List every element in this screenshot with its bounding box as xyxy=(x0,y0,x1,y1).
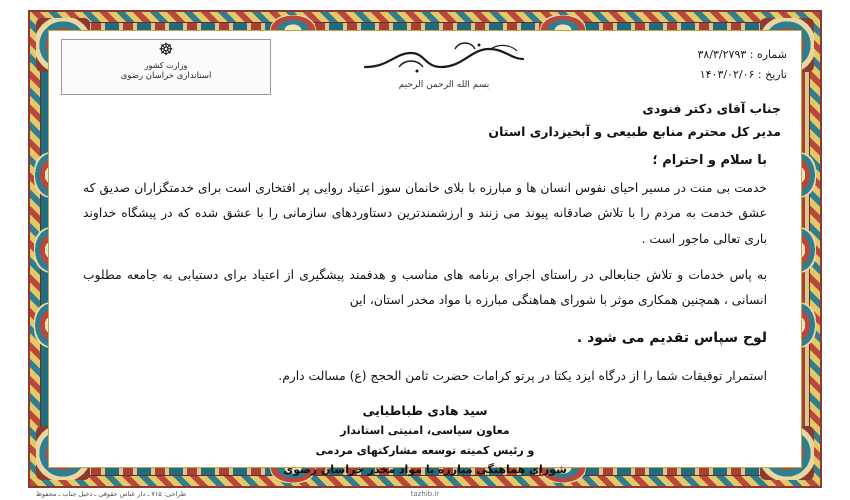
footer-website-url[interactable]: tazhib.ir xyxy=(410,490,440,498)
reference-number-value: ۳۸/۳/۲۷۹۳ xyxy=(697,48,747,61)
document-date-row xyxy=(698,65,788,85)
signatory-name: سید هادی طباطبایی xyxy=(362,403,488,419)
basmala-icon xyxy=(359,37,529,77)
body-paragraph-1: خدمت بی منت در مسیر احیای نفوس انسان ها و مبارزه با بلای خانمان سوز اعتیاد روایی پر افتخاری است برای خدمتگزاران صدیق که عشق خدمت به مردم را با تلاش صادقانه پیوند می زنند و ارزشمندترین دستاوردهای سازمانی را با عشق شده که در پیشگاه خداوند باری تعالی ماجور است . xyxy=(83,181,767,246)
award-emphasis-line: لوح سپاس تقدیم می شود . xyxy=(576,330,767,347)
organization-line-1: وزارت کشور xyxy=(144,60,188,70)
reference-block xyxy=(698,45,788,86)
organization-line-2: استانداری خراسان رضوی xyxy=(120,70,212,81)
basmala-text: بسم الله الرحمن الرحیم xyxy=(398,80,490,90)
designer-credit: طراحی: ۷۱۵ ـ دار عباس حقوقی ـ دخیل جناب ـ محفوظ xyxy=(36,490,187,498)
document-date-value: ۱۴۰۳/۰۲/۰۶ xyxy=(699,68,755,82)
organization-letterhead xyxy=(61,39,271,95)
salutation: با سلام و احترام ؛ xyxy=(652,153,767,169)
signatory-title-1: معاون سیاسی، امنیتی استاندار xyxy=(340,424,510,438)
reference-number-label: شماره : xyxy=(749,48,787,61)
iran-emblem-icon: ☸ xyxy=(158,40,174,60)
basmala-calligraphy xyxy=(349,37,539,90)
body-paragraph-2: به پاس خدمات و تلاش جنابعالی در راستای اجرای برنامه های مناسب و هدفمند پیشگیری از اعتیاد برای دستیابی به جامعه مطلوب انسانی ، همچنین همکاری موثر با شورای هماهنگی مبارزه با مواد مخدر استان، این xyxy=(83,267,767,308)
addressee-title: مدیر کل محترم منابع طبیعی و آبخیزداری استان xyxy=(488,124,781,140)
addressee-block xyxy=(49,97,781,143)
addressee-name: جناب آقای دکتر فنودی xyxy=(642,101,781,116)
document-content-area xyxy=(48,30,802,476)
document-date-label: تاریخ : xyxy=(757,68,787,82)
document-header xyxy=(49,31,801,95)
closing-paragraph: استمرار توفیقات شما را از درگاه ایزد یکتا در پرتو کرامات حضرت ثامن الحجج (ع) مسالت دارم. xyxy=(278,368,767,383)
signature-block xyxy=(83,400,767,479)
document-body xyxy=(83,176,767,479)
signatory-title-2: و رئیس کمیته توسعه مشارکتهای مردمی xyxy=(315,443,535,457)
signatory-title-3: شورای هماهنگی مبارزه با مواد مخدر خراسان رضوی xyxy=(283,462,567,476)
reference-number-row xyxy=(698,45,788,65)
